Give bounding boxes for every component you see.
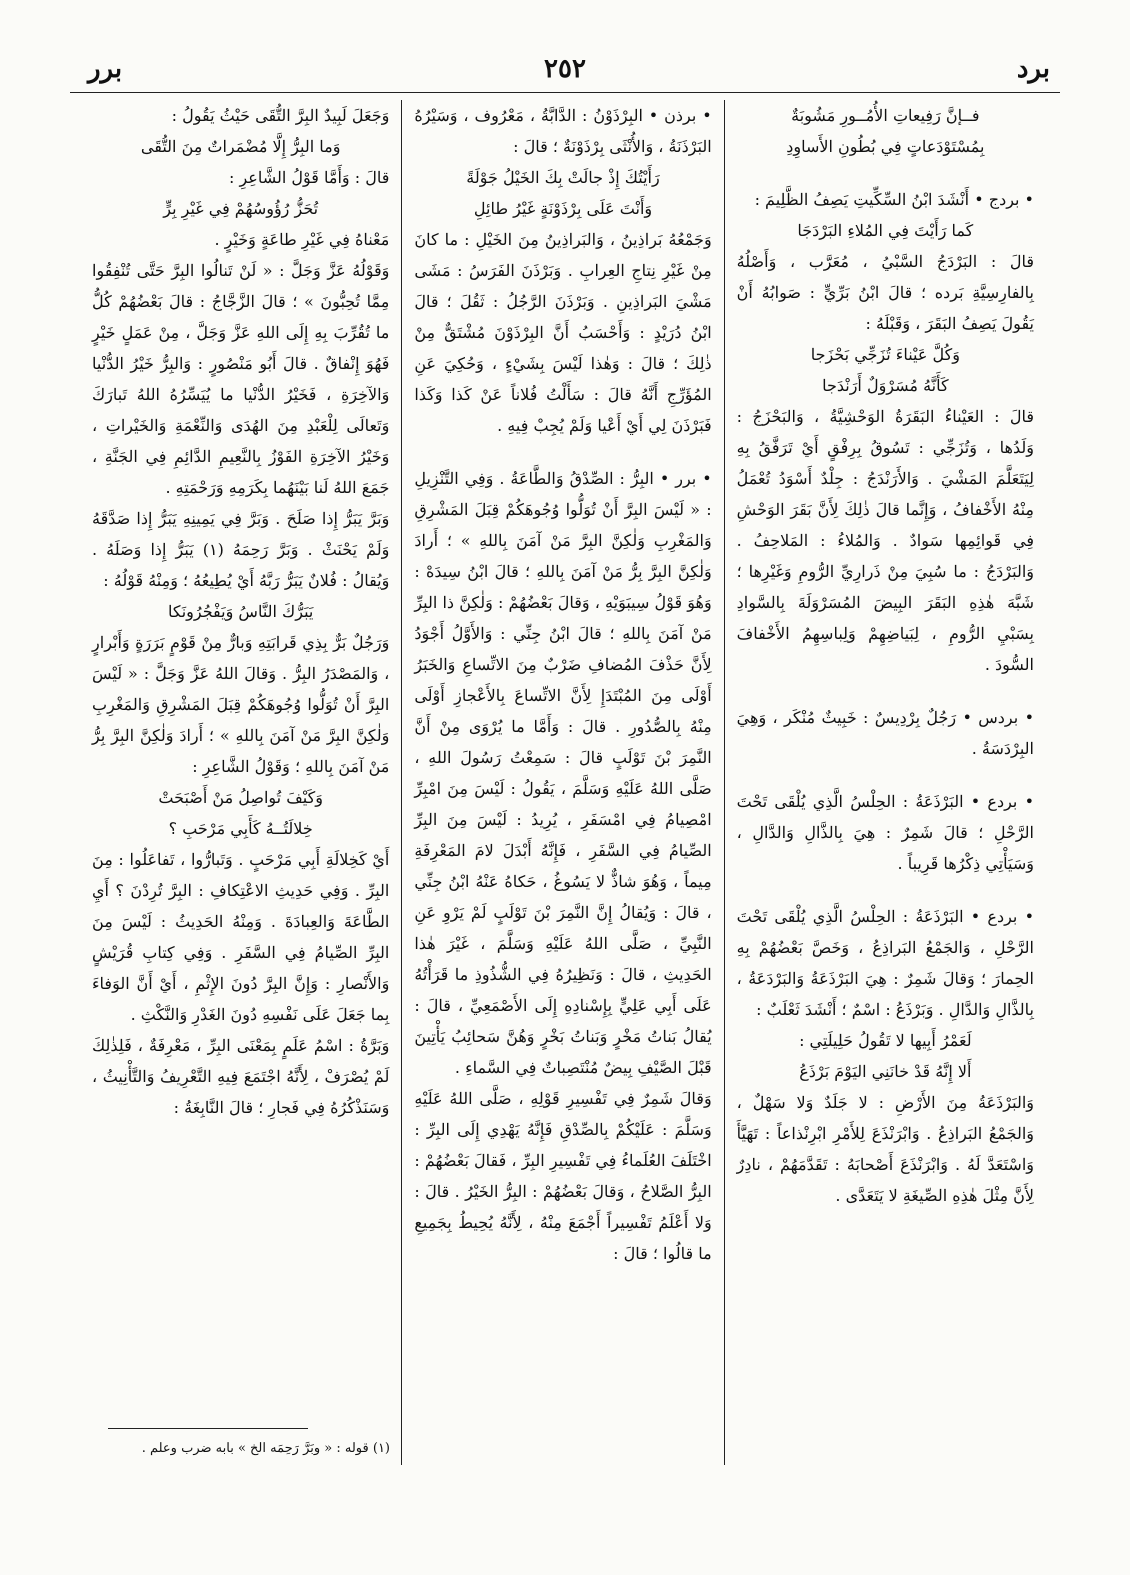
entry-paragraph: وَقَوْلُهُ عَزَّ وَجَلَّ : « لَنْ تَنالُوا البِرَّ حَتَّى تُنْفِقُوا مِمَّا تُحِبُّونَ » ؛ قالَ الزَّجَّاجُ : قالَ بَعْضُهُمْ كُلُّ ما تُقُرِّبَ بِهِ إِلَى اللهِ عَزَّ وَجَلَّ ، مِنْ عَمَلٍ خَيْرٍ فَهُوَ إِنْفاقٌ . قالَ أَبُو مَنْصُورٍ : وَالبِرُّ خَيْرُ الدُّنْيا وَالآخِرَةِ ، فَخَيْرُ الدُّنْيا ما يُيَسِّرُهُ اللهُ تَبارَكَ وَتَعالَى لِلْعَبْدِ مِنَ الهُدَى وَالنِّعْمَةِ وَالخَيْراتِ ، وَخَيْرُ الآخِرَةِ الفَوْزُ بِالنَّعِيمِ الدَّائِمِ فِي الجَنَّةِ ، جَمَعَ اللهُ لَنا بَيْنَهُما بِكَرَمِهِ وَرَحْمَتِهِ . [92, 261, 390, 497]
column-left [80, 100, 402, 1465]
verse-line: يَبَرُّكَ النَّاسُ وَيَفْجُرُونَكا [168, 602, 314, 621]
page-header [70, 48, 1060, 88]
header-rule [70, 92, 1060, 93]
entry-paragraph: قالَ : البَرْدَجُ السَّبْيُ ، مُعَرَّب ، وَأَصْلُهُ بِالفارِسِيَّةِ بَرده ؛ قالَ ابْنُ بَرِّيٍّ : صَوابُهُ أَنْ يَقُولَ يَصِفُ البَقَرَ ، وَقَبْلَهُ : [736, 252, 1034, 333]
entry-paragraph: • بردج • أَنْشَدَ ابْنُ السِّكِّيتِ يَصِفُ الظَّلِيمَ : [754, 190, 1034, 209]
column-right [725, 100, 1046, 1465]
entry-paragraph: قالَ : وَأَمَّا قَوْلُ الشَّاعِرِ : [228, 168, 390, 187]
entry-paragraph: وَجَعَلَ لَبِيدٌ البِرَّ التُّقَى حَيْثُ يَقُولُ : [171, 106, 390, 125]
entry-paragraph: أَيْ كَخِلالَةِ أَبِي مَرْحَبٍ . وَتَبارُّوا ، تَفاعَلُوا : مِنَ البِرِّ . وَفِي حَدِيثِ الاعْتِكافِ : البِرَّ تُرِدْنَ ؟ أَيِ الطَّاعَةَ وَالعِبادَةَ . وَمِنْهُ الحَدِيثُ : لَيْسَ مِنَ البِرِّ الصِّيامُ فِي السَّفَرِ . وَفِي كِتابِ قُرَيْشٍ وَالأَنْصارِ : وَإِنَّ البِرَّ دُونَ الإِثْمِ ، أَيْ أَنَّ الوَفاءَ بِما جَعَلَ عَلَى نَفْسِهِ دُونَ الغَدْرِ وَالنَّكْثِ . [92, 850, 390, 1024]
entry-continuation [737, 100, 1034, 162]
entry-brda [737, 786, 1034, 879]
verse-line: وَما البِرُّ إِلَّا مُضْمَراتٌ مِنَ التُّقَى [140, 137, 341, 156]
entry-paragraph: • برر • البِرُّ : الصِّدْقُ وَالطَّاعَةُ . وَفِي التَّنْزِيلِ : « لَيْسَ البِرَّ أَنْ تُوَلُّوا وُجُوهَكُمْ قِبَلَ المَشْرِقِ وَالمَغْرِبِ وَلٰكِنَّ البِرَّ مَنْ آمَنَ بِاللهِ » ؛ أَرادَ وَلٰكِنَّ البِرَّ بِرُّ مَنْ آمَنَ بِاللهِ ؛ قالَ ابْنُ سِيدَهْ : وَهُوَ قَوْلُ سِيبَوَيْهِ ، وَقالَ بَعْضُهُمْ : وَلٰكِنَّ ذا البِرِّ مَنْ آمَنَ بِاللهِ ؛ قالَ ابْنُ جِنِّي : وَالأَوَّلُ أَجْوَدُ لِأَنَّ حَذْفَ المُضافِ ضَرْبٌ مِنَ الاتِّساعِ وَالخَبَرُ أَوْلَى مِنَ المُبْتَدَإِ لِأَنَّ الاتِّساعَ بِالأَعْجازِ أَوْلَى مِنْهُ بِالصُّدُورِ . قالَ : وَأَمَّا ما يُرْوَى مِنْ أَنَّ النَّمِرَ بْنَ تَوْلَبٍ قالَ : سَمِعْتُ رَسُولَ اللهِ ، صَلَّى اللهُ عَلَيْهِ وَسَلَّمَ ، يَقُولُ : لَيْسَ مِنَ امْبِرِّ امْصِيامُ فِي امْسَفَرِ ، يُرِيدُ : لَيْسَ مِنَ البِرِّ الصِّيامُ فِي السَّفَرِ ، فَإِنَّهُ أَبْدَلَ لامَ المَعْرِفَةِ مِيماً ، وَهُوَ شاذٌّ لا يَسُوغُ ، حَكاهُ عَنْهُ ابْنُ جِنِّي ، قالَ : وَيُقالُ إِنَّ النَّمِرَ بْنَ تَوْلَبٍ لَمْ يَرْوِ عَنِ النَّبِيِّ ، صَلَّى اللهُ عَلَيْهِ وَسَلَّمَ ، غَيْرَ هٰذا الحَدِيثِ ، قالَ : وَنَظِيرُهُ فِي الشُّذُوذِ ما قَرَأْتُهُ عَلَى أَبِي عَلِيٍّ بِإِسْنادِهِ إِلَى الأَصْمَعِيِّ ، قالَ : يُقالُ بَناتُ مَخْرٍ وَبَناتُ بَخْرٍ وَهُنَّ سَحائِبُ يَأْتِينَ قَبْلَ الصَّيْفِ بِيضٌ مُنْتَصِباتٌ فِي السَّماءِ . [414, 469, 712, 1077]
verse-line: وَكُلَّ عَيْناءَ تُزَجِّي بَحْزَجا [810, 345, 960, 364]
entry-paragraph: • برذن • البِرْذَوْنُ : الدَّابَّةُ ، مَعْرُوف ، وَسَيْرُهُ البَرْذَنَةُ ، وَالأُنْثَى بِرْذَوْنَةٌ ؛ قالَ : [414, 106, 712, 156]
running-head-left: برر [88, 54, 123, 84]
entry-paragraph: وَجَمْعُهُ بَراذِينُ ، وَالبَراذِينُ مِنَ الخَيْلِ : ما كانَ مِنْ غَيْرِ نِتاجِ العِرابِ . وَبَرْذَنَ الفَرَسُ : مَشَى مَشْيَ البَراذِينِ . وَبَرْذَنَ الرَّجُلُ : ثَقُلَ ؛ قالَ ابْنُ دُرَيْدٍ : وَأَحْسَبُ أَنَّ البِرْذَوْنَ مُشْتَقٌّ مِنْ ذٰلِكَ ؛ قالَ : وَهٰذا لَيْسَ بِشَيْءٍ ، وَحُكِيَ عَنِ المُؤَرِّجِ أَنَّهُ قالَ : سَأَلْتُ فُلاناً عَنْ كَذا وَكَذا فَبَرْذَنَ لِي أَيْ أَعْيا وَلَمْ يُجِبْ فِيهِ . [414, 230, 712, 435]
column-middle [402, 100, 724, 1465]
text-columns [80, 100, 1046, 1465]
entry-brdha [737, 901, 1034, 1211]
entry-paragraph: وَقالَ شَمِرٌ فِي تَفْسِيرِ قَوْلِهِ ، صَلَّى اللهُ عَلَيْهِ وَسَلَّمَ : عَلَيْكُمْ بِالصِّدْقِ فَإِنَّهُ يَهْدِي إِلَى البِرِّ : اخْتَلَفَ العُلَماءُ فِي تَفْسِيرِ البِرِّ ، فَقالَ بَعْضُهُمْ : البِرُّ الصَّلاحُ ، وَقالَ بَعْضُهُمْ : البِرُّ الخَيْرُ . قالَ : وَلا أَعْلَمُ تَفْسِيراً أَجْمَعَ مِنْهُ ، لِأَنَّهُ يُحِيطُ بِجَمِيعِ ما قالُوا ؛ قالَ : [414, 1089, 712, 1263]
verse-line: كَما رَأَيْتَ فِي المُلاءِ البَرْدَجَا [797, 221, 974, 240]
entry-paragraph: • بردس • رَجُلٌ بِرْدِيسٌ : خَبِيثٌ مُنْكَر ، وَهِيَ البِرْدَسَةُ . [736, 708, 1034, 758]
verse-line: كَأَنَّهُ مُسَرْوَلٌ أَرَنْدَجا [822, 376, 949, 395]
entry-brds [737, 702, 1034, 764]
entry-paragraph: وَالبَرْذَعَةُ مِنَ الأَرْضِ : لا جَلَدٌ وَلا سَهْلٌ ، وَالجَمْعُ البَراذِعُ . وَابْرَنْذَعَ لِلأَمْرِ ابْرِنْذاعاً : تَهَيَّأَ وَاسْتَعَدَّ لَهُ . وَابْرَنْذَعَ أَصْحابَهُ : تَقَدَّمَهُمْ ، نادِرٌ لِأَنَّ مِثْلَ هٰذِهِ الصِّيغَةِ لا يَتَعَدَّى . [736, 1093, 1034, 1205]
entry-paragraph: وَرَجُلٌ بَرٌّ بِذِي قَرابَتِهِ وَبارٌّ مِنْ قَوْمٍ بَرَرَةٍ وَأَبْرارٍ ، وَالمَصْدَرُ البِرُّ . وَقالَ اللهُ عَزَّ وَجَلَّ : « لَيْسَ البِرَّ أَنْ تُوَلُّوا وُجُوهَكُمْ قِبَلَ المَشْرِقِ وَالمَغْرِبِ وَلٰكِنَّ البِرَّ مَنْ آمَنَ بِاللهِ » ؛ أَرادَ وَلٰكِنَّ البِرَّ بِرُّ مَنْ آمَنَ بِاللهِ ؛ وَقَوْلُ الشَّاعِرِ : [92, 633, 390, 776]
entry-brr [414, 463, 711, 1269]
verse-line: تُحَزُّ رُؤُوسُهُمْ فِي غَيْرِ بِرٍّ [163, 199, 319, 218]
verse-line: لَعَمْرُ أَبِيها لا تَقُولُ حَلِيلَتِي : [799, 1031, 972, 1050]
verse-line: أَلا إِنَّهُ قَدْ خانَنِي اليَوْمَ بَرْذَعُ [799, 1062, 972, 1081]
footnote: (١) قوله : « وبَرَّ رَحِمَه الخ » بابه ضرب وعلم . [141, 1441, 390, 1456]
entry-paragraph: مَعْناهُ فِي غَيْرِ طاعَةٍ وَخَيْرٍ . [214, 230, 390, 249]
entry-paragraph: • بردع • البَرْذَعَةُ : الحِلْسُ الَّذِي يُلْقَى تَحْتَ الرَّحْلِ ، وَالجَمْعُ البَراذِعُ ، وَخَصَّ بَعْضُهُمْ بِهِ الحِمارَ ؛ وَقالَ شَمِرٌ : هِيَ البَرْذَعَةُ وَالبَرْدَعَةُ ، بِالذَّالِ وَالدَّالِ . وَبَرْذَعُ : اسْمٌ ؛ أَنْشَدَ ثَعْلَبٌ : [736, 907, 1034, 1019]
page-number: ٢٥٢ [544, 54, 586, 84]
entry-paragraph: وَبَرَّةُ : اسْمُ عَلَمٍ بِمَعْنَى البِرِّ ، مَعْرِفَةٌ ، فَلِذٰلِكَ لَمْ يُصْرَفْ ، لِأَنَّهُ اجْتَمَعَ فِيهِ التَّعْرِيفُ وَالتَّأْنِيثُ ، وَسَنَذْكُرُهُ فِي فَجارِ ؛ قالَ النَّابِغَةُ : [92, 1036, 390, 1117]
verse-line: رَأَيْتُكَ إِذْ جالَتْ بِكَ الخَيْلُ جَوْلَةً [466, 168, 660, 187]
running-head-right: برد [1016, 54, 1050, 84]
entry-brdhn [414, 100, 711, 441]
verse-line: وَكَيْفَ تُواصِلُ مَنْ أَصْبَحَتْ [158, 788, 323, 807]
entry-paragraph: وَبَرَّ يَبَرُّ إِذا صَلَحَ . وَبَرَّ فِي يَمِينِهِ يَبَرُّ إِذا صَدَّقَهُ وَلَمْ يَحْنَثْ . وَبَرَّ رَحِمَهُ (١) يَبَرُّ إِذا وَصَلَهُ . وَيُقالُ : فُلانٌ يَبَرُّ رَبَّهُ أَيْ يُطِيعُهُ ؛ وَمِنْهُ قَوْلُهُ : [92, 509, 390, 590]
verse-line: خِلالَتُــهُ كَأَبِي مَرْحَبِ ؟ [168, 819, 313, 838]
verse-line: وَأَنْتَ عَلَى بِرْذَوْنَةٍ غَيْرُ طائِلِ [473, 199, 653, 218]
verse-line: فــإنَّ رَفِيعاتِ الأُمُــورِ مَشُوبَةٌ [791, 106, 980, 125]
entry-paragraph: قالَ : العَيْناءُ البَقَرَةُ الوَحْشِيَّةُ ، وَالبَحْزَجُ : وَلَدُها ، وَتُزَجِّي : تَسُوقُ بِرِفْقٍ أَيْ تَرَفَّقُ بِهِ لِيَتَعَلَّمَ المَشْيَ . وَالأَرَنْدَجُ : جِلْدٌ أَسْوَدُ تُعْمَلُ مِنْهُ الأَخْفافُ ، وَإِنَّما قالَ ذٰلِكَ لِأَنَّ بَقَرَ الوَحْشِ فِي قَوائِمِها سَوادٌ . وَالمُلاءُ : المَلاحِفُ . وَالبَرْدَجُ : ما سُبِيَ مِنْ ذَرارِيِّ الرُّومِ وَغَيْرِها ؛ شَبَّهَ هٰذِهِ البَقَرَ البِيضَ المُسَرْوَلَةَ بِالسَّوادِ بِسَبْيِ الرُّومِ ، لِبَياضِهِمْ وَلِباسِهِمُ الأَخْفافَ السُّودَ . [736, 407, 1034, 674]
entry-paragraph: • بردع • البَرْذَعَةُ : الحِلْسُ الَّذِي يُلْقَى تَحْتَ الرَّحْلِ ؛ قالَ شَمِرٌ : هِيَ بِالذَّالِ وَالدَّالِ ، وَسَيَأْتِي ذِكْرُها قَرِيباً . [736, 792, 1034, 873]
footnote-rule [108, 1428, 308, 1429]
entry-brdj [737, 184, 1034, 680]
verse-line: بِمُسْتَوْدَعاتٍ فِي بُطُونِ الأَساوِدِ [786, 137, 985, 156]
